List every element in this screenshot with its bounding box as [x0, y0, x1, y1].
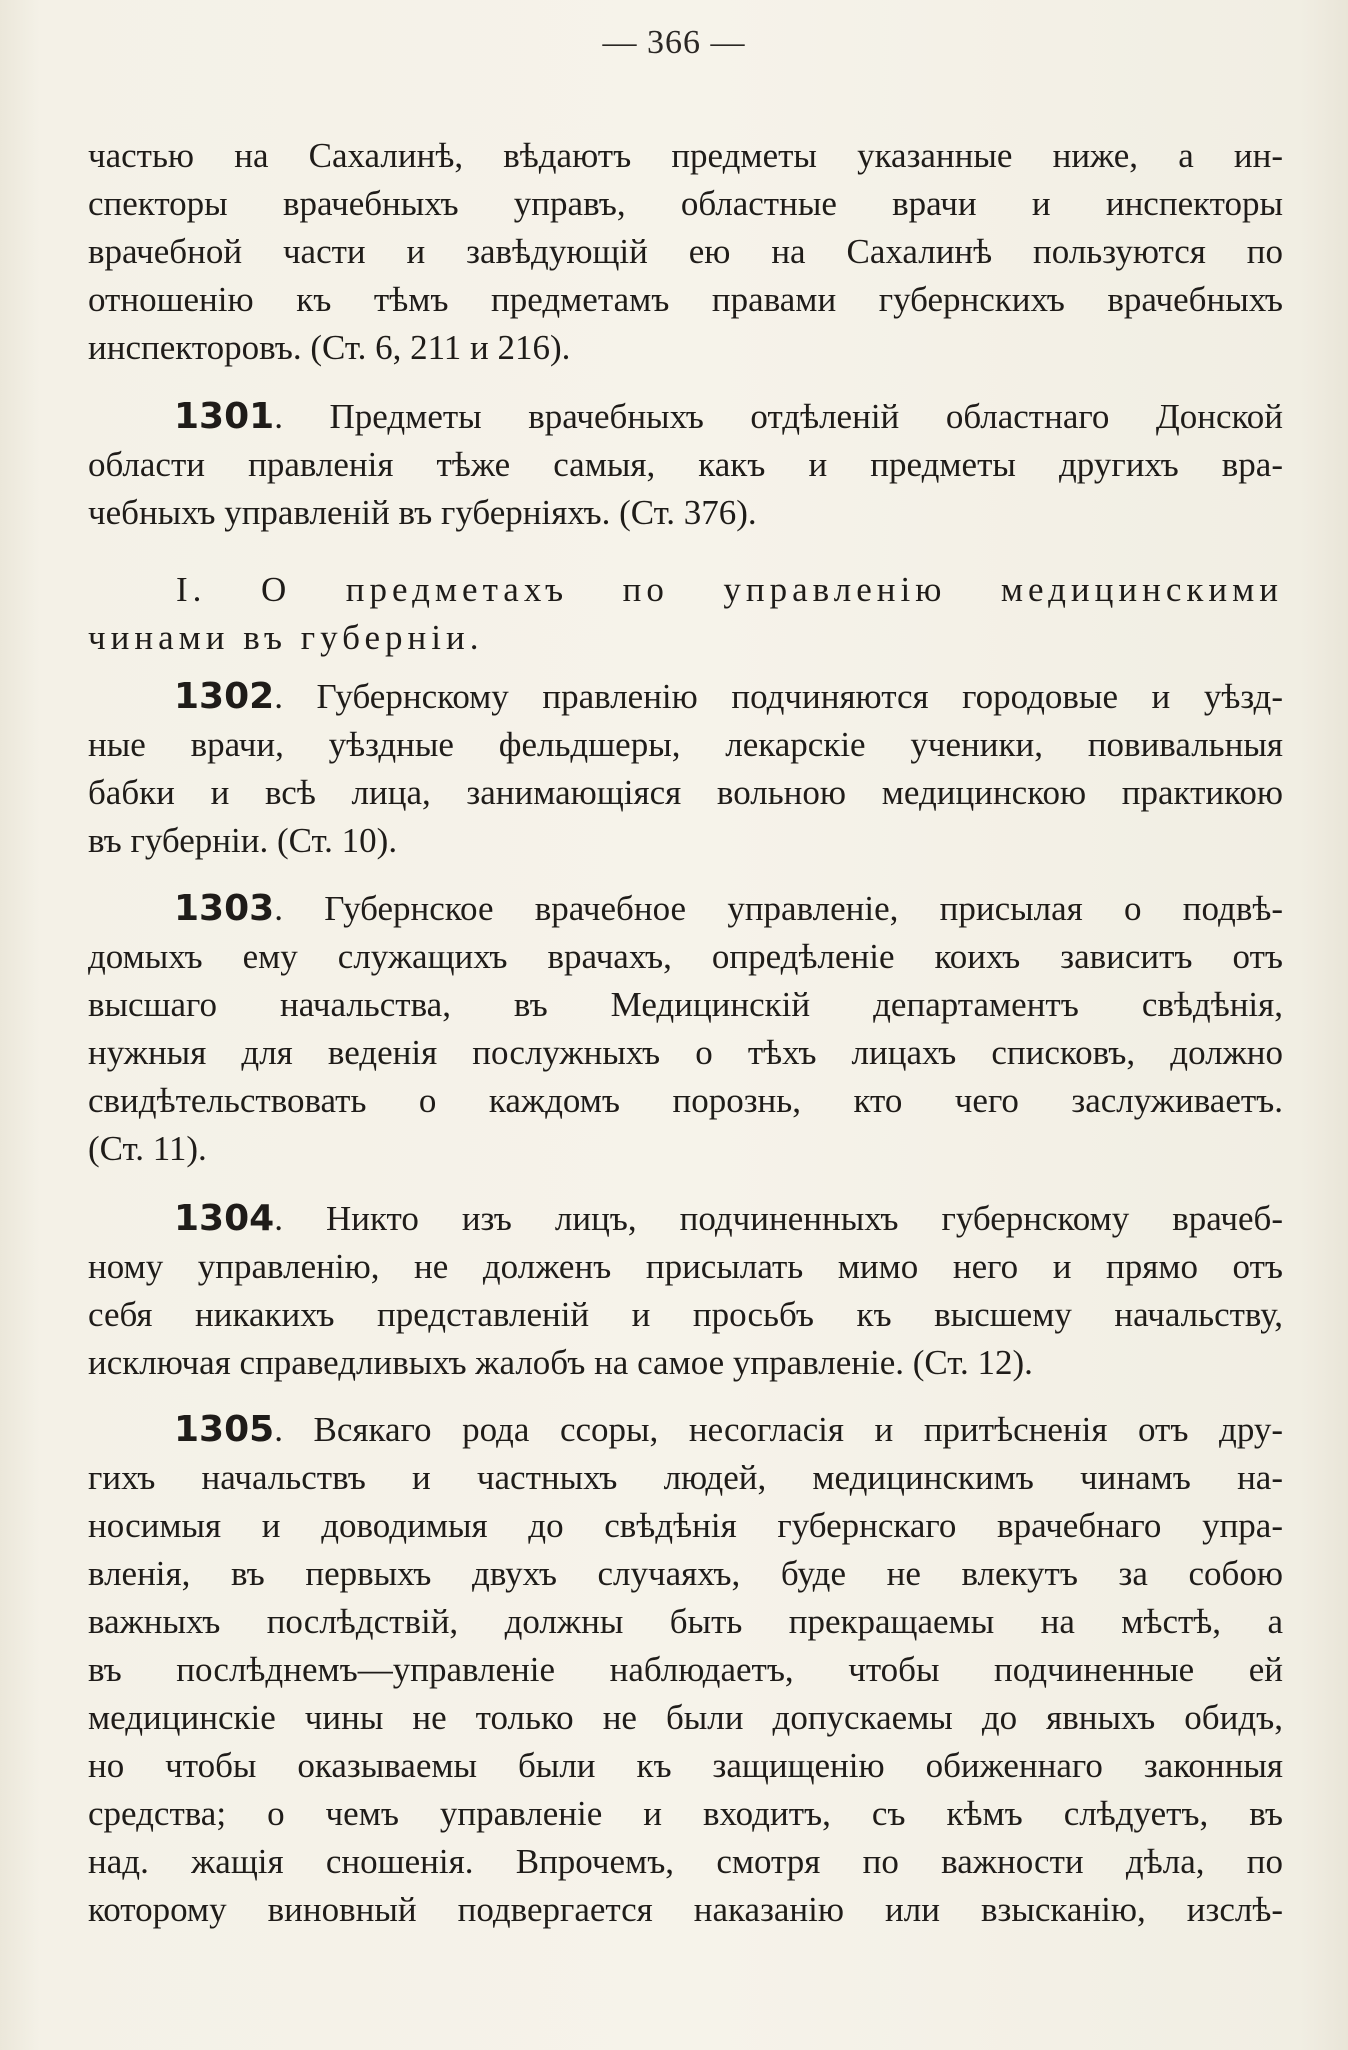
article-text: Всякаго рода ссоры, несогласія и притѣсненія отъ дру- — [313, 1410, 1284, 1449]
text-line: но чтобы оказываемы были къ защищенію обиженнаго законныя — [88, 1746, 1283, 1785]
article-number: 1305 — [174, 1409, 275, 1450]
text-line: ные врачи, уѣздные фельдшеры, лекарскіе ученики, повивальныя — [88, 725, 1283, 764]
section-heading — [88, 566, 1283, 662]
article-text: Губернскому правленію подчиняются городовые и уѣзд- — [316, 677, 1283, 716]
page-number: — 366 — — [602, 24, 746, 61]
article-number: 1301 — [174, 396, 275, 437]
text-line: вленія, въ первыхъ двухъ случаяхъ, буде не влекутъ за собою — [88, 1554, 1283, 1593]
article-1301 — [88, 393, 1283, 537]
text-line: бабки и всѣ лица, занимающіяся вольною медицинскою практикою — [88, 773, 1283, 812]
text-line: въ губерніи. (Ст. 10). — [88, 821, 398, 860]
text-line: чебныхъ управленій въ губерніяхъ. (Ст. 376). — [88, 493, 757, 532]
article-1303 — [88, 885, 1283, 1173]
text-line: которому виновный подвергается наказанію или взысканію, изслѣ- — [88, 1890, 1283, 1929]
article-text: Губернское врачебное управленіе, присылая о подвѣ- — [324, 889, 1283, 928]
article-1304 — [88, 1195, 1283, 1387]
text-line: частью на Сахалинѣ, вѣдаютъ предметы указанные ниже, а ин- — [88, 136, 1283, 175]
article-number: 1304 — [174, 1198, 275, 1239]
text-line: важныхъ послѣдствій, должны быть прекращаемы на мѣстѣ, а — [88, 1602, 1283, 1641]
text-line: области правленія тѣже самыя, какъ и предметы другихъ вра- — [88, 445, 1283, 484]
article-first-line: 1302. Губернскому правленію подчиняются городовые и уѣзд- — [174, 676, 1283, 717]
article-1302 — [88, 673, 1283, 865]
paragraph-continuation — [88, 132, 1283, 372]
text-line: себя никакихъ представленій и просьбъ къ высшему начальству, — [88, 1295, 1283, 1334]
text-line: ному управленію, не долженъ присылать мимо него и прямо отъ — [88, 1247, 1283, 1286]
section-heading-line: чинами въ губерніи. — [88, 618, 484, 657]
article-text: Никто изъ лицъ, подчиненныхъ губернскому врачеб- — [325, 1199, 1284, 1238]
article-text: Предметы врачебныхъ отдѣленій областнаго Донской — [329, 397, 1284, 436]
article-first-line: 1304. Никто изъ лицъ, подчиненныхъ губернскому врачеб- — [174, 1198, 1284, 1239]
section-heading-line: I. О предметахъ по управленію медицинскими — [176, 570, 1283, 609]
text-line: над. жащія сношенія. Впрочемъ, смотря по важности дѣла, по — [88, 1842, 1283, 1881]
text-line: средства; о чемъ управленіе и входитъ, съ кѣмъ слѣдуетъ, въ — [88, 1794, 1283, 1833]
article-first-line: 1305. Всякаго рода ссоры, несогласія и притѣсненія отъ дру- — [174, 1409, 1284, 1450]
text-line: высшаго начальства, въ Медицинскій департаментъ свѣдѣнія, — [88, 985, 1283, 1024]
article-first-line: 1303. Губернское врачебное управленіе, присылая о подвѣ- — [174, 888, 1283, 929]
article-number: 1302 — [174, 676, 275, 717]
article-number: 1303 — [174, 888, 275, 929]
text-line: инспекторовъ. (Ст. 6, 211 и 216). — [88, 328, 571, 367]
text-line: отношенію къ тѣмъ предметамъ правами губернскихъ врачебныхъ — [88, 280, 1283, 319]
article-1305 — [88, 1406, 1283, 1934]
text-line: нужныя для веденія послужныхъ о тѣхъ лицахъ списковъ, должно — [88, 1033, 1283, 1072]
text-line: носимыя и доводимыя до свѣдѣнія губернскаго врачебнаго упра- — [88, 1506, 1283, 1545]
text-line: исключая справедливыхъ жалобъ на самое управленіе. (Ст. 12). — [88, 1343, 1033, 1382]
text-line: (Ст. 11). — [88, 1129, 207, 1168]
text-line: гихъ начальствъ и частныхъ людей, медицинскимъ чинамъ на- — [88, 1458, 1283, 1497]
text-line: врачебной части и завѣдующій ею на Сахалинѣ пользуются по — [88, 232, 1283, 271]
article-first-line: 1301. Предметы врачебныхъ отдѣленій областнаго Донской — [174, 396, 1284, 437]
text-line: домыхъ ему служащихъ врачахъ, опредѣленіе коихъ зависитъ отъ — [88, 937, 1283, 976]
text-line: спекторы врачебныхъ управъ, областные врачи и инспекторы — [88, 184, 1283, 223]
text-line: свидѣтельствовать о каждомъ порознь, кто чего заслуживаетъ. — [88, 1081, 1283, 1120]
text-line: въ послѣднемъ—управленіе наблюдаетъ, чтобы подчиненные ей — [88, 1650, 1283, 1689]
text-line: медицинскіе чины не только не были допускаемы до явныхъ обидъ, — [88, 1698, 1283, 1737]
